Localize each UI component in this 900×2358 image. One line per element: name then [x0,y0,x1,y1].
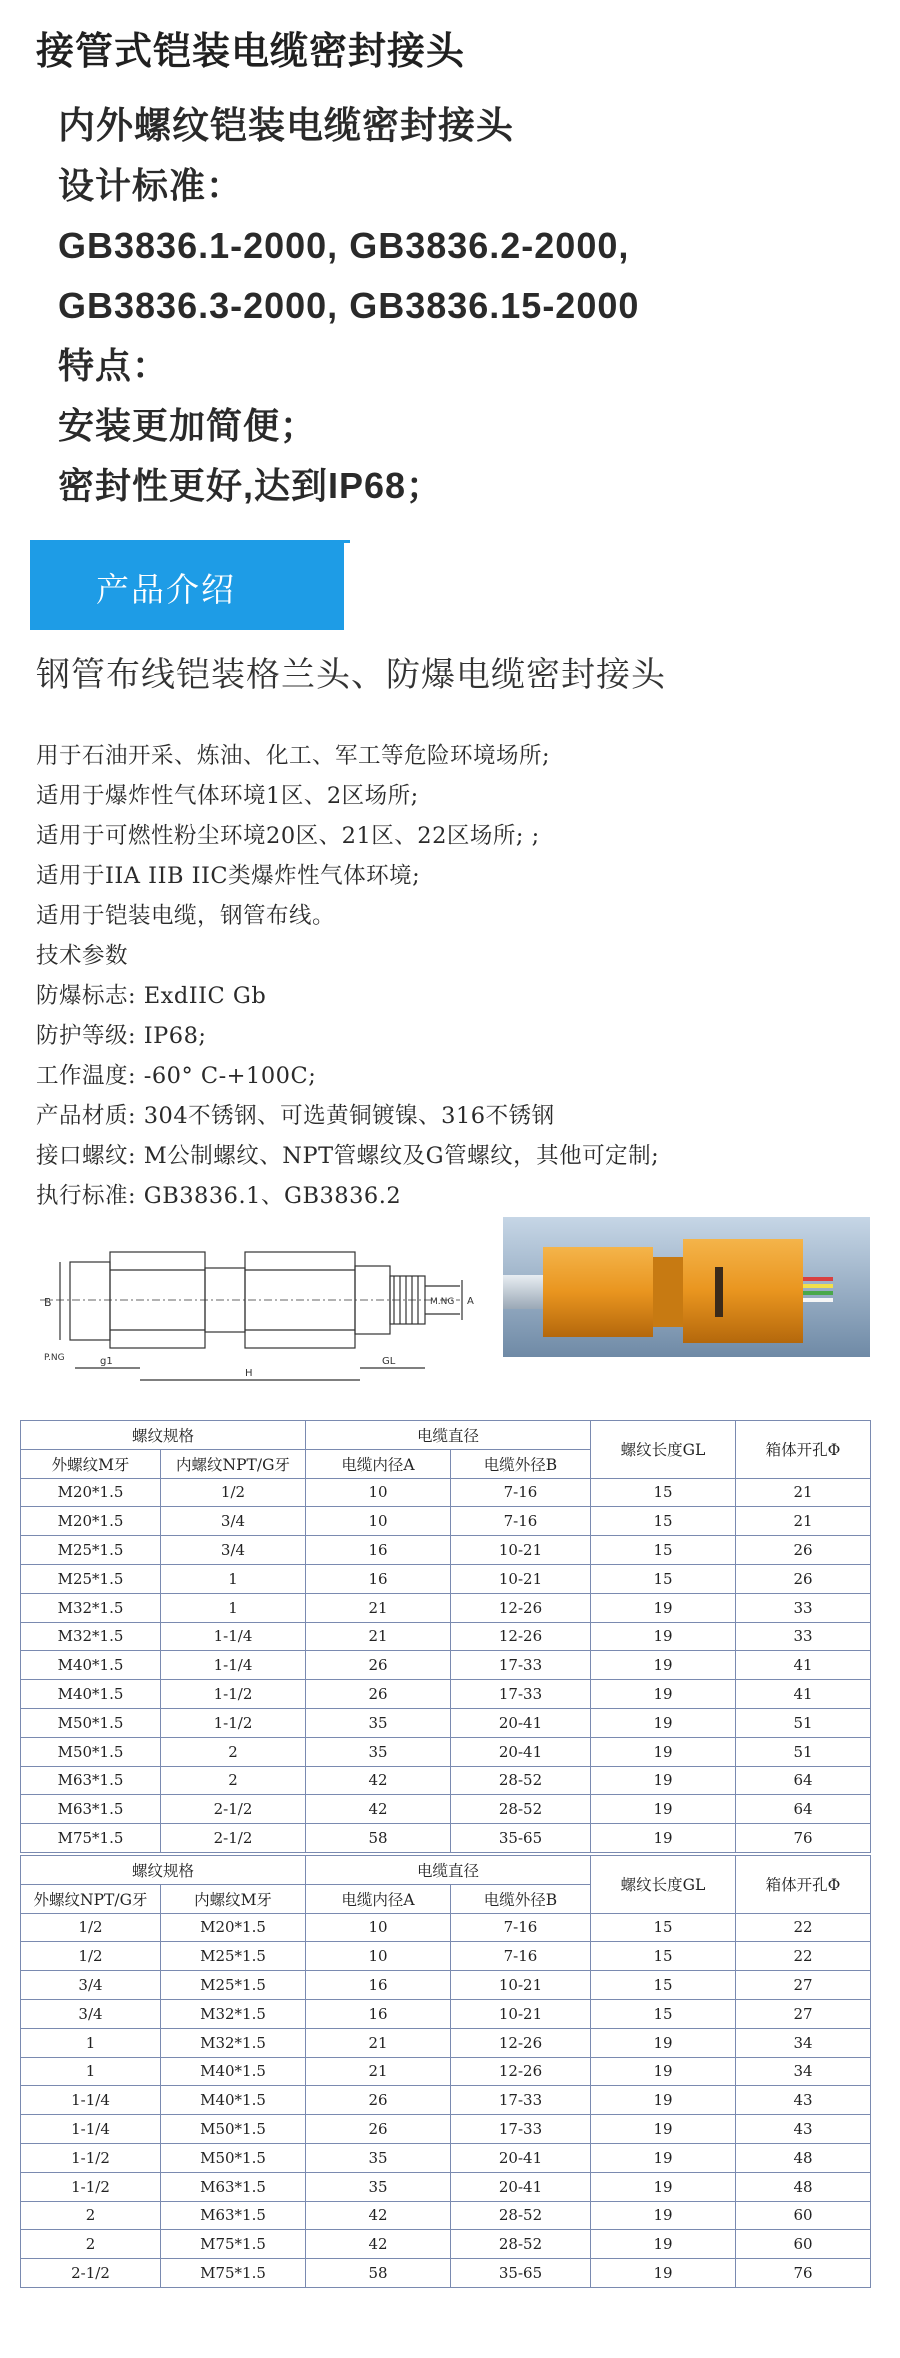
table-cell: 21 [306,2028,451,2057]
description-line: 产品材质: 304不锈钢、可选黄铜镀镍、316不锈钢 [36,1103,555,1129]
table-row [21,1564,871,1593]
table-cell: 28-52 [451,2201,591,2230]
table-cell: M63*1.5 [161,2201,306,2230]
table-cell: 26 [736,1536,871,1565]
table-cell: 16 [306,1999,451,2028]
table-cell: M40*1.5 [161,2086,306,2115]
table-row [21,1766,871,1795]
table-cell: 1-1/2 [21,2172,161,2201]
table-cell: M63*1.5 [161,2172,306,2201]
table-cell: 19 [591,2259,736,2288]
table-row [21,1593,871,1622]
table-cell: 26 [306,1651,451,1680]
table-cell: 60 [736,2230,871,2259]
header-cable-inner: 电缆内径A [306,1449,451,1478]
table-cell: 16 [306,1971,451,2000]
table-cell: 64 [736,1795,871,1824]
table-cell: 51 [736,1708,871,1737]
table-cell: 15 [591,1507,736,1536]
header-outer-thread: 外螺纹M牙 [21,1449,161,1478]
table-row [21,1708,871,1737]
table-cell: 42 [306,2230,451,2259]
table-cell: 28-52 [451,1795,591,1824]
table-cell: 1 [161,1593,306,1622]
table-cell: 15 [591,1564,736,1593]
table-cell: M50*1.5 [161,2115,306,2144]
table-cell: 33 [736,1593,871,1622]
table-cell: 19 [591,2086,736,2115]
table-cell: 58 [306,1824,451,1853]
table-row [21,2115,871,2144]
spec-line: GB3836.1-2000, GB3836.2-2000, [58,225,630,266]
table-cell: M25*1.5 [161,1971,306,2000]
table-row [21,1999,871,2028]
table-cell: 16 [306,1564,451,1593]
table-cell: 2 [21,2201,161,2230]
table-cell: 27 [736,1999,871,2028]
table-cell: 10 [306,1507,451,1536]
table-row [21,1507,871,1536]
table-cell: 19 [591,2028,736,2057]
technical-drawing [30,1240,500,1390]
description-line: 适用于IIA IIB IIC类爆炸性气体环境; [36,863,421,889]
table-cell: 1/2 [21,1913,161,1942]
table-cell: 12-26 [451,2028,591,2057]
figures-row [30,1240,870,1379]
table-cell: 1/2 [161,1478,306,1507]
spec-table-m-thread [20,1420,871,1853]
drawing-label-h: H [245,1368,253,1379]
table-cell: 17-33 [451,2086,591,2115]
table-cell: 19 [591,1795,736,1824]
header-cable-outer: 电缆外径B [451,1449,591,1478]
table-cell: 1-1/4 [161,1622,306,1651]
table-cell: 1-1/4 [161,1651,306,1680]
table-cell: M50*1.5 [21,1737,161,1766]
header-thread-length: 螺纹长度GL [591,1421,736,1479]
table-cell: 21 [306,2057,451,2086]
table-cell: 43 [736,2086,871,2115]
drawing-label-gl: GL [382,1356,396,1367]
description-line: 用于石油开采、炼油、化工、军工等危险环境场所; [36,743,551,769]
description-line: 适用于铠装电缆，钢管布线。 [36,903,336,929]
description-line: 技术参数 [36,943,129,969]
table-cell: 26 [306,1680,451,1709]
table-cell: M50*1.5 [21,1708,161,1737]
table-cell: 2-1/2 [161,1824,306,1853]
table-row [21,1622,871,1651]
table-cell: M25*1.5 [161,1942,306,1971]
table-cell: 10 [306,1913,451,1942]
spec-line: 设计标准： [58,165,244,206]
table-cell: 10-21 [451,1564,591,1593]
table-row [21,1942,871,1971]
table-cell: 3/4 [161,1507,306,1536]
header-inner-thread: 内螺纹M牙 [161,1884,306,1913]
spec-line: 安装更加简便； [58,405,318,446]
spec-block [58,96,878,516]
table-cell: 22 [736,1942,871,1971]
table-cell: 19 [591,1737,736,1766]
table-row [21,1651,871,1680]
table-cell: 15 [591,1913,736,1942]
table-cell: 26 [306,2086,451,2115]
table-cell: 15 [591,1971,736,2000]
description-block [36,736,876,1216]
table-cell: 1 [161,1564,306,1593]
table-cell: M25*1.5 [21,1536,161,1565]
table-cell: 48 [736,2143,871,2172]
table-row [21,2259,871,2288]
table-row [21,2230,871,2259]
table-cell: M25*1.5 [21,1564,161,1593]
table-cell: 35 [306,1737,451,1766]
table-cell: 33 [736,1622,871,1651]
table-cell: 26 [306,2115,451,2144]
description-line: 防爆标志: ExdIIC Gb [36,983,267,1009]
table-cell: 21 [736,1507,871,1536]
table-cell: 1 [21,2057,161,2086]
table-cell: M40*1.5 [161,2057,306,2086]
table-cell: 17-33 [451,1651,591,1680]
table-cell: 19 [591,2143,736,2172]
table-cell: 2 [161,1766,306,1795]
table-cell: 2 [161,1737,306,1766]
table-cell: 48 [736,2172,871,2201]
table-cell: 19 [591,1622,736,1651]
table-cell: M20*1.5 [161,1913,306,1942]
description-line: 适用于可燃性粉尘环境20区、21区、22区场所; ; [36,823,540,849]
table-cell: 7-16 [451,1942,591,1971]
table-cell: 17-33 [451,2115,591,2144]
table-cell: 20-41 [451,2143,591,2172]
table-cell: M50*1.5 [161,2143,306,2172]
table-cell: 1 [21,2028,161,2057]
table-cell: 22 [736,1913,871,1942]
table-cell: 35 [306,2172,451,2201]
table-cell: 28-52 [451,2230,591,2259]
table-cell: 42 [306,1795,451,1824]
table-cell: 43 [736,2115,871,2144]
table-cell: M75*1.5 [161,2259,306,2288]
table-cell: M75*1.5 [161,2230,306,2259]
table-row [21,1971,871,2000]
product-cutaway-image [503,1217,870,1357]
table-cell: 15 [591,1942,736,1971]
table-cell: 2 [21,2230,161,2259]
table-cell: 21 [306,1622,451,1651]
header-hole-diameter: 箱体开孔Φ [736,1421,871,1479]
table-cell: 2-1/2 [161,1795,306,1824]
table-cell: 76 [736,2259,871,2288]
spec-line: 内外螺纹铠装电缆密封接头 [58,105,514,146]
table-cell: 28-52 [451,1766,591,1795]
product-subtitle: 钢管布线铠装格兰头、防爆电缆密封接头 [36,655,666,695]
table-cell: 34 [736,2057,871,2086]
table-cell: 17-33 [451,1680,591,1709]
table-cell: 19 [591,2201,736,2230]
product-intro-tab[interactable] [30,542,344,630]
description-line: 工作温度: -60° C-+100C; [36,1063,317,1089]
table-cell: 12-26 [451,1593,591,1622]
header-cable-diameter: 电缆直径 [306,1856,591,1885]
table-cell: M75*1.5 [21,1824,161,1853]
table-cell: M32*1.5 [21,1622,161,1651]
header-thread-length: 螺纹长度GL [591,1856,736,1914]
table-cell: 76 [736,1824,871,1853]
table-cell: 1-1/2 [161,1708,306,1737]
table-cell: 58 [306,2259,451,2288]
header-cable-outer: 电缆外径B [451,1884,591,1913]
spec-line: GB3836.3-2000, GB3836.15-2000 [58,285,640,326]
table-cell: 34 [736,2028,871,2057]
table-cell: M63*1.5 [21,1766,161,1795]
description-line: 执行标准: GB3836.1、GB3836.2 [36,1183,402,1209]
table-cell: 35 [306,2143,451,2172]
drawing-label-g1: g1 [100,1356,113,1367]
tab-label: 产品介绍 [96,570,236,609]
table-cell: M40*1.5 [21,1651,161,1680]
table-cell: 1-1/4 [21,2086,161,2115]
table-cell: 3/4 [21,1971,161,2000]
table-row [21,2172,871,2201]
table-row [21,2028,871,2057]
table-cell: 1-1/2 [161,1680,306,1709]
table-row [21,1536,871,1565]
table-cell: 15 [591,1478,736,1507]
spec-line: 特点： [58,345,170,386]
drawing-label-m: M.NG [430,1297,455,1307]
table-cell: 3/4 [161,1536,306,1565]
page-title: 接管式铠装电缆密封接头 [36,31,466,73]
table-cell: 10-21 [451,1971,591,2000]
table-cell: 21 [306,1593,451,1622]
table-row [21,2086,871,2115]
header-cable-inner: 电缆内径A [306,1884,451,1913]
table-cell: 15 [591,1536,736,1565]
table-cell: 27 [736,1971,871,2000]
table-cell: 41 [736,1680,871,1709]
table-cell: 20-41 [451,1737,591,1766]
header-outer-thread: 外螺纹NPT/G牙 [21,1884,161,1913]
header-thread-spec: 螺纹规格 [21,1856,306,1885]
table-cell: 10-21 [451,1999,591,2028]
table-cell: 10-21 [451,1536,591,1565]
header-thread-spec: 螺纹规格 [21,1421,306,1450]
table-row [21,2057,871,2086]
table-cell: 35-65 [451,1824,591,1853]
table-cell: M40*1.5 [21,1680,161,1709]
table-cell: 19 [591,1766,736,1795]
drawing-label-a: A [467,1296,474,1307]
table-cell: 1-1/4 [21,2115,161,2144]
table-row [21,1478,871,1507]
table-cell: M32*1.5 [21,1593,161,1622]
table-row [21,1737,871,1766]
table-cell: 1/2 [21,1942,161,1971]
description-line: 防护等级: IP68; [36,1023,207,1049]
table-cell: M20*1.5 [21,1507,161,1536]
table-cell: 19 [591,2172,736,2201]
table-cell: 10 [306,1942,451,1971]
table-cell: 19 [591,2230,736,2259]
table-cell: 19 [591,1593,736,1622]
table-cell: 35 [306,1708,451,1737]
table-cell: 41 [736,1651,871,1680]
table-cell: M32*1.5 [161,2028,306,2057]
table-cell: 19 [591,1651,736,1680]
table-cell: 19 [591,2115,736,2144]
table-row [21,1913,871,1942]
description-line: 适用于爆炸性气体环境1区、2区场所; [36,783,419,809]
table-cell: 20-41 [451,1708,591,1737]
table-row [21,1795,871,1824]
table-cell: 7-16 [451,1507,591,1536]
table-cell: 19 [591,1680,736,1709]
table-row [21,1824,871,1853]
table-cell: 35-65 [451,2259,591,2288]
table-cell: 42 [306,2201,451,2230]
table-cell: M63*1.5 [21,1795,161,1824]
table-cell: 20-41 [451,2172,591,2201]
table-row [21,1680,871,1709]
spec-table-npt-thread [20,1855,871,2288]
header-inner-thread: 内螺纹NPT/G牙 [161,1449,306,1478]
header-hole-diameter: 箱体开孔Φ [736,1856,871,1914]
table-cell: M32*1.5 [161,1999,306,2028]
table-cell: 7-16 [451,1913,591,1942]
table-cell: 64 [736,1766,871,1795]
drawing-label-b: B [44,1296,52,1309]
table-cell: 19 [591,1824,736,1853]
table-cell: M20*1.5 [21,1478,161,1507]
table-cell: 60 [736,2201,871,2230]
table-cell: 16 [306,1536,451,1565]
table-cell: 42 [306,1766,451,1795]
table-cell: 51 [736,1737,871,1766]
table-cell: 19 [591,1708,736,1737]
drawing-label-pm: P.NG [44,1353,65,1363]
table-cell: 21 [736,1478,871,1507]
table-row [21,2201,871,2230]
table-cell: 10 [306,1478,451,1507]
table-cell: 12-26 [451,2057,591,2086]
table-cell: 12-26 [451,1622,591,1651]
table-cell: 1-1/2 [21,2143,161,2172]
spec-line: 密封性更好,达到IP68； [58,465,444,506]
description-line: 接口螺纹: M公制螺纹、NPT管螺纹及G管螺纹，其他可定制; [36,1143,660,1169]
table-cell: 15 [591,1999,736,2028]
table-cell: 19 [591,2057,736,2086]
table-cell: 3/4 [21,1999,161,2028]
table-cell: 2-1/2 [21,2259,161,2288]
header-cable-diameter: 电缆直径 [306,1421,591,1450]
table-cell: 7-16 [451,1478,591,1507]
table-row [21,2143,871,2172]
table-cell: 26 [736,1564,871,1593]
